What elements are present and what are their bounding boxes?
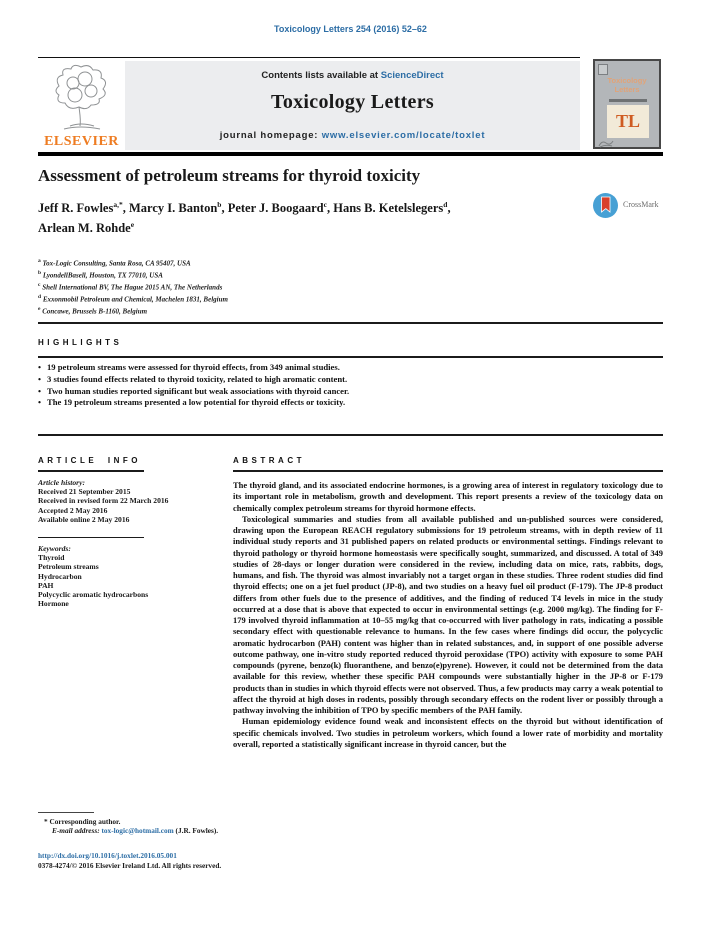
cover-tl-box: [607, 105, 649, 138]
article-history-label: Article history:: [38, 478, 86, 487]
email-label: E-mail address:: [52, 826, 100, 835]
rule-below-highlights-heading: [38, 356, 663, 358]
bullet-icon: •: [38, 397, 42, 408]
affiliation-letter: a: [38, 258, 41, 264]
keywords-list: [38, 553, 218, 608]
affiliation-line: $^e$ Concawe, Brussels B-1160, Belgium: [38, 305, 148, 316]
crossmark-badge[interactable]: [592, 192, 687, 220]
elsevier-logo[interactable]: [38, 60, 125, 151]
highlight-item: • Two human studies reported significant but weak associations with thyroid cancer.: [38, 385, 350, 396]
affiliation-letter: d: [38, 293, 42, 300]
article-info-heading: ARTICLE INFO: [38, 456, 141, 465]
cover-title-line2: Letters: [614, 85, 640, 94]
keyword: PAH: [38, 580, 54, 590]
history-line: Received in revised form 22 March 2016: [38, 496, 169, 506]
history-line: Available online 2 May 2016: [38, 514, 130, 524]
contents-prefix: Contents lists available at: [261, 70, 381, 81]
bullet-icon: •: [38, 373, 42, 384]
article-title: Assessment of petroleum streams for thyroid toxicity: [38, 166, 421, 185]
history-line: Received 21 September 2015: [38, 487, 131, 497]
rule-above-highlights: [38, 322, 663, 324]
elsevier-wordmark: ELSEVIER: [44, 134, 119, 149]
author-affil-ref: d: [443, 200, 448, 209]
author-name: Marcy I. Banton: [128, 201, 218, 216]
cover-dark-bar: [609, 99, 647, 102]
abstract-paragraph: Toxicological summaries and studies from all available published and un-published sources were considered, drawing upon the European REACH regulatory submissions for 19 petroleum streams, with in depth review of 11 individual study reports and 31 published papers on related products or environmental settings. Findings relevant to thyroid pathology or thyroid hormone homeostasis were specifically sought, summarized, and discussed. A total of 349 studies of 28-days or longer duration were considered in the review, including data on mice, rats, rabbits, dogs, humans, and fish. The thyroid was almost invariably not a target organ in these studies. Three rodent studies did find thyroid effects; one on a jet fuel product (JP-8), and two studies on a heavy fuel oil product (F-179). The JP-8 product differs from other fuels due to the presence of additives, and the finding of reduced T4 levels in mice in the study occurred at a dose that is above that expected to occur in environmental settings (e.g. 2000 mg/kg). The finding for F-179 involved thyroid inflammation at 10–55 mg/kg that co-occurred with liver pathology in rats, indicating a possible secondary effect with questionable relevance to humans. In the few cases where findings did occur, the polycyclic aromatic hydrocarbon (PAH) content was higher than in related substances, and, in support of one possible adverse outcome pathway, one in-vitro study reported reduced thyroid peroxidase (TPO) activity with exposure to some PAH compounds (pyrene, benzo(k) fluoranthene, and benzo(e)pyrene). However, it could not be determined from the data available for this review, whether these specific PAH compounds were substantially higher in the JP-8 or F-179 products than in studies in which thyroid effects were not observed. Thus, a few products may carry a weak potential to affect the thyroid at high doses in rodents, possibly through secondary effects on the rodent liver or possibly through a pathway involving the inhibition of TPO by specific members of the PAH family.: [233, 513, 663, 715]
running-head-citation: Toxicology Letters 254 (2016) 52–62: [274, 24, 427, 34]
highlights-list: [38, 362, 663, 409]
affiliation-line: $^c$ Shell International BV, The Hague 2015 AN, The Netherlands: [38, 281, 223, 292]
email-suffix: (J.R. Fowles).: [173, 826, 219, 835]
keyword: Hydrocarbon: [38, 571, 82, 581]
author-affil-ref: c: [323, 200, 327, 209]
crossmark-label: CrossMark: [623, 200, 659, 209]
author-list: Jeff R. Fowles$^{a,*}$, Marcy I. Banton$^b$, Peter J. Boogaard$^c$, Hans B. Ketelslegers$^d$, Arlean M. Rohde$^e$: [38, 200, 451, 235]
author-name: Hans B. Ketelslegers: [333, 201, 444, 216]
bullet-icon: •: [38, 362, 42, 372]
rule-below-highlights: [38, 434, 663, 436]
corresponding-author-note: * Corresponding author.: [44, 817, 121, 826]
cover-title: [595, 76, 659, 94]
sciencedirect-link[interactable]: ScienceDirect: [380, 70, 444, 81]
keywords-rule: [38, 537, 144, 538]
cover-tl-monogram: TL: [615, 111, 640, 131]
contents-line: [125, 70, 580, 81]
rights-line: 0378-4274/© 2016 Elsevier Ireland Ltd. All rights reserved.: [38, 861, 222, 870]
affiliation-line: $^b$ LyondellBasell, Houston, TX 77010, USA: [38, 269, 163, 280]
keyword: Polycyclic aromatic hydrocarbons: [38, 590, 149, 600]
abstract-body: [233, 480, 663, 750]
keyword: Hormone: [38, 599, 69, 609]
journal-title: Toxicology Letters: [271, 91, 434, 113]
keywords-block: [38, 544, 218, 608]
highlight-item: • The 19 petroleum streams presented a low potential for thyroid effects or toxicity.: [38, 397, 346, 408]
elsevier-tree-icon: [50, 62, 112, 132]
journal-header: [38, 57, 580, 153]
article-history-list: [38, 487, 218, 524]
email-link[interactable]: tox-logic@hotmail.com: [101, 826, 174, 835]
homepage-line: [125, 130, 580, 141]
bullet-icon: •: [38, 385, 42, 396]
journal-cover-thumbnail[interactable]: [593, 59, 661, 149]
author-name: Arlean M. Rohde: [38, 220, 131, 235]
author-affil-ref: b: [217, 200, 222, 209]
abstract-paragraph: The thyroid gland, and its associated endocrine hormones, is a growing area of interest in regulatory toxicology due to its important role in metabolism, growth and development. This report presents a review of the toxicology data on chemically complex petroleum streams for thyroid hormone effects.: [233, 480, 663, 513]
cover-squiggle-icon: [598, 137, 614, 148]
highlight-item: • 3 studies found effects related to thyroid toxicity, related to high aromatic content.: [38, 373, 348, 384]
highlight-item: • 19 petroleum streams were assessed for thyroid effects, from 349 animal studies.: [38, 362, 340, 372]
affiliation-letter: c: [38, 281, 41, 288]
affiliation-line: $^d$ Exxonmobil Petroleum and Chemical, Machelen 1831, Belgium: [38, 293, 228, 304]
history-line: Accepted 2 May 2016: [38, 505, 108, 515]
author-affil-ref: e: [130, 219, 135, 229]
affiliation-letter: b: [38, 269, 42, 276]
author-name: Jeff R. Fowles: [38, 201, 114, 216]
footnote-rule: [38, 812, 94, 813]
email-line: [52, 826, 218, 835]
keyword: Thyroid: [38, 553, 65, 563]
abstract-paragraph: Human epidemiology evidence found weak and inconsistent effects on the thyroid but without identification of specific chemicals involved. Two studies in petroleum workers, which found a lower rate of morbidity and mortality overall, reported a statistically significant increase in thyroid cancer, but the: [233, 716, 663, 749]
cover-elsevier-mark-icon: [598, 64, 608, 75]
header-bottom-rule: [38, 152, 663, 156]
affiliation-line: $^a$ Tox-Logic Consulting, Santa Rosa, CA 95407, USA: [38, 258, 191, 268]
author-name: Peter J. Boogaard: [227, 201, 324, 216]
journal-masthead: [125, 61, 580, 150]
keywords-label: Keywords:: [38, 544, 71, 553]
affiliation-list: [38, 257, 228, 317]
highlights-heading: HIGHLIGHTS: [38, 338, 123, 347]
crossmark-icon: [592, 192, 619, 219]
affiliation-letter: e: [38, 305, 41, 312]
homepage-link[interactable]: www.elsevier.com/locate/toxlet: [321, 130, 486, 141]
article-info-rule: [38, 470, 144, 472]
cover-title-line1: Toxicology: [607, 76, 647, 85]
article-history: [38, 478, 218, 524]
homepage-prefix: journal homepage:: [219, 130, 322, 141]
author-affil-ref: a,*: [113, 200, 123, 209]
abstract-heading: ABSTRACT: [233, 456, 305, 465]
abstract-rule: [233, 470, 663, 472]
doi-link[interactable]: http://dx.doi.org/10.1016/j.toxlet.2016.05.001: [38, 851, 177, 860]
keyword: Petroleum streams: [38, 562, 99, 572]
